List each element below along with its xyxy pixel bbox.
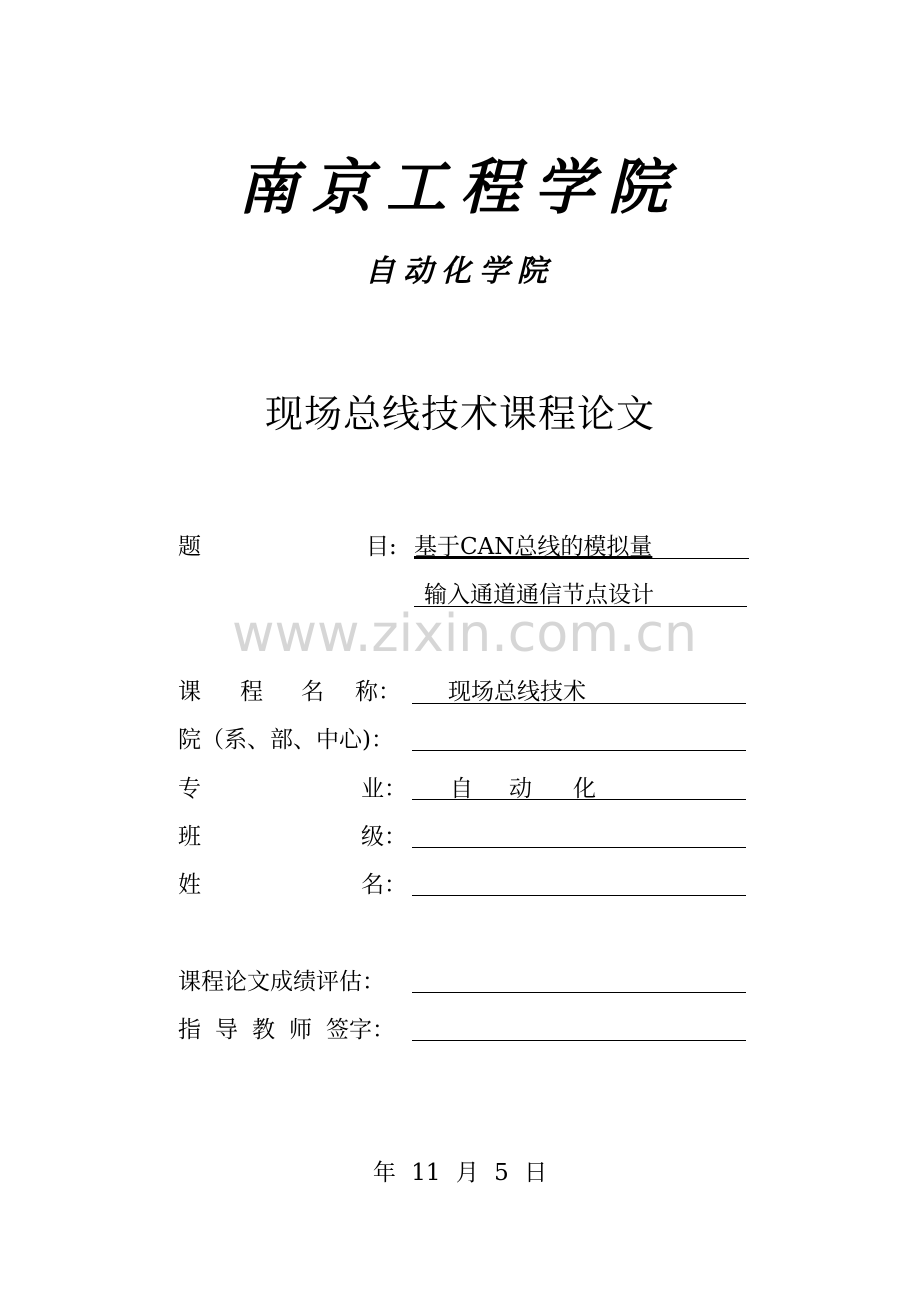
topic-underline-1 <box>414 558 749 559</box>
advisor-label-char: 指 <box>178 1017 201 1043</box>
advisor-label-char: 师 <box>289 1017 312 1043</box>
course-value: 现场总线技术 <box>448 679 586 705</box>
advisor-label-char: 导 <box>215 1017 238 1043</box>
major-value-char: 动 <box>509 776 532 802</box>
class-underline <box>412 847 746 848</box>
course-underline <box>412 703 746 704</box>
major-underline <box>412 799 746 800</box>
date-year-label: 年 <box>372 1160 396 1186</box>
department-label: 院（系、部、中心)： <box>178 727 394 753</box>
date-month-label: 月 <box>455 1160 479 1186</box>
date-day: 5 <box>494 1160 509 1186</box>
topic-value-line2: 输入通道通信节点设计 <box>424 582 654 608</box>
advisor-underline <box>412 1040 746 1041</box>
name-underline <box>412 895 746 896</box>
school-name: 自动化学院 <box>365 254 555 289</box>
date-line <box>0 1158 920 1188</box>
grade-label: 课程论文成绩评估： <box>178 969 385 995</box>
class-label-left: 班 <box>178 824 201 850</box>
topic-underline-2 <box>414 606 747 607</box>
name-label-left: 姓 <box>178 872 201 898</box>
name-label-right: 名： <box>361 872 407 898</box>
course-label-char: 课 <box>178 679 201 705</box>
university-name: 南京工程学院 <box>238 153 682 223</box>
advisor-label-char: 签字： <box>326 1017 395 1043</box>
date-day-label: 日 <box>524 1160 548 1186</box>
watermark: www.zixin.com.cn <box>232 604 697 664</box>
topic-label-left: 题 <box>178 534 201 560</box>
course-label-char: 称： <box>355 679 401 705</box>
course-label-char: 程 <box>240 679 263 705</box>
major-value-char: 自 <box>450 776 473 802</box>
class-label-right: 级： <box>361 824 407 850</box>
document-title: 现场总线技术课程论文 <box>264 392 655 436</box>
department-underline <box>412 750 746 751</box>
topic-value-line1: 基于CAN总线的模拟量 <box>414 534 653 560</box>
date-month: 11 <box>411 1160 441 1186</box>
grade-underline <box>412 992 746 993</box>
major-label-right: 业： <box>361 776 407 802</box>
topic-label-right: 目: <box>366 534 397 560</box>
major-value-char: 化 <box>573 776 596 802</box>
major-label-left: 专 <box>178 776 201 802</box>
advisor-label-char: 教 <box>252 1017 275 1043</box>
course-label-char: 名 <box>301 679 324 705</box>
